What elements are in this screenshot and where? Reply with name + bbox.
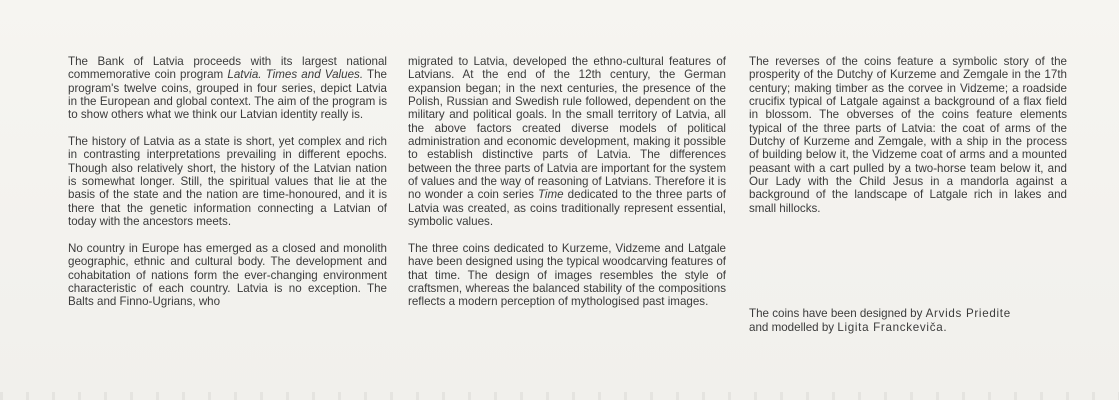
text-column-right — [749, 55, 1067, 229]
text-column-middle — [408, 55, 726, 322]
modeller-name: Ligita Franckeviča — [837, 320, 944, 334]
text-column-left — [68, 55, 387, 322]
credits-line-designer — [749, 307, 1079, 321]
paragraph-text: The program's twelve coins, grouped in four series, depict Latvia in the European and global context. The aim of the program is to show others what we think our Latvian identity really is. — [68, 68, 387, 122]
paragraph-text: The Bank of Latvia proceeds with its largest national commemorative coin program — [68, 55, 387, 82]
designer-name: Arvids Priedite — [925, 307, 1011, 320]
credits-text: and modelled by — [749, 320, 838, 334]
paragraph: The three coins dedicated to Kurzeme, Vidzeme and Latgale have been designed using the typical woodcarving features of that time. The design of images resembles the style of craftsmen, whereas the balanced stability of the compositions reflects a modern perception of mythologised past images. — [408, 241, 726, 309]
credits-text: . — [943, 320, 947, 334]
credits-line-modeller — [749, 321, 1079, 335]
program-title: Latvia. Times and Values. — [227, 68, 364, 82]
paragraph: The history of Latvia as a state is short, yet complex and rich in contrasting interpretations prevailing in different epochs. Though also relatively short, the history of the Latvian nation is somewhat longer. Still, the spiritual values that lie at the basis of the state and the nation are time-honoured, and it is there that the genetic information connecting a Latvian of today with the ancestors meets. — [68, 135, 387, 229]
paragraph-text: migrated to Latvia, developed the ethno-cultural features of Latvians. At the end of the 12th century, the German expansion began; in the next centuries, the presence of the Polish, Russian and Swedish rule followed, dependent on the military and political goals. In the small territory of Latvia, all the above factors created diverse models of political administration and economic development, making it possible to establish distinctive parts of Latvia. The differences between the three parts of Latvia are important for the system of values and the way of reasoning of Latvians. Therefore it is no wonder a coin series — [408, 55, 726, 202]
paragraph: No country in Europe has emerged as a closed and monolith geographic, ethnic and cultural body. The development and cohabitation of nations form the ever-changing environment characteristic of each country. Latvia is no exception. The Balts and Finno-Ugrians, who — [68, 241, 387, 309]
paper-edge — [0, 392, 1119, 400]
credits-block — [749, 307, 1079, 334]
series-title: Time — [537, 188, 564, 202]
paragraph: The reverses of the coins feature a symbolic story of the prosperity of the Dutchy of Kurzeme and Zemgale in the 17th century; making timber as the corvee in Vidzeme; a roadside crucifix typical of Latgale against a background of a flax field in blossom. The obverses of the coins feature elements typical of the three parts of Latvia: the coat of arms of the Dutchy of Kurzeme and Zemgale, with a ship in the process of building below it, the Vidzeme coat of arms and a mounted peasant with a cart pulled by a two-horse team below it, and Our Lady with the Child Jesus in a mandorla against a background of the landscape of Latgale rich in lakes and small hillocks. — [749, 55, 1067, 215]
paragraph — [408, 55, 726, 228]
paragraph-text: dedicated to the three parts of Latvia was created, as coins traditionally represent essential, symbolic values. — [408, 188, 726, 229]
credits-text: The coins have been designed by — [749, 307, 926, 320]
paragraph — [68, 55, 387, 122]
